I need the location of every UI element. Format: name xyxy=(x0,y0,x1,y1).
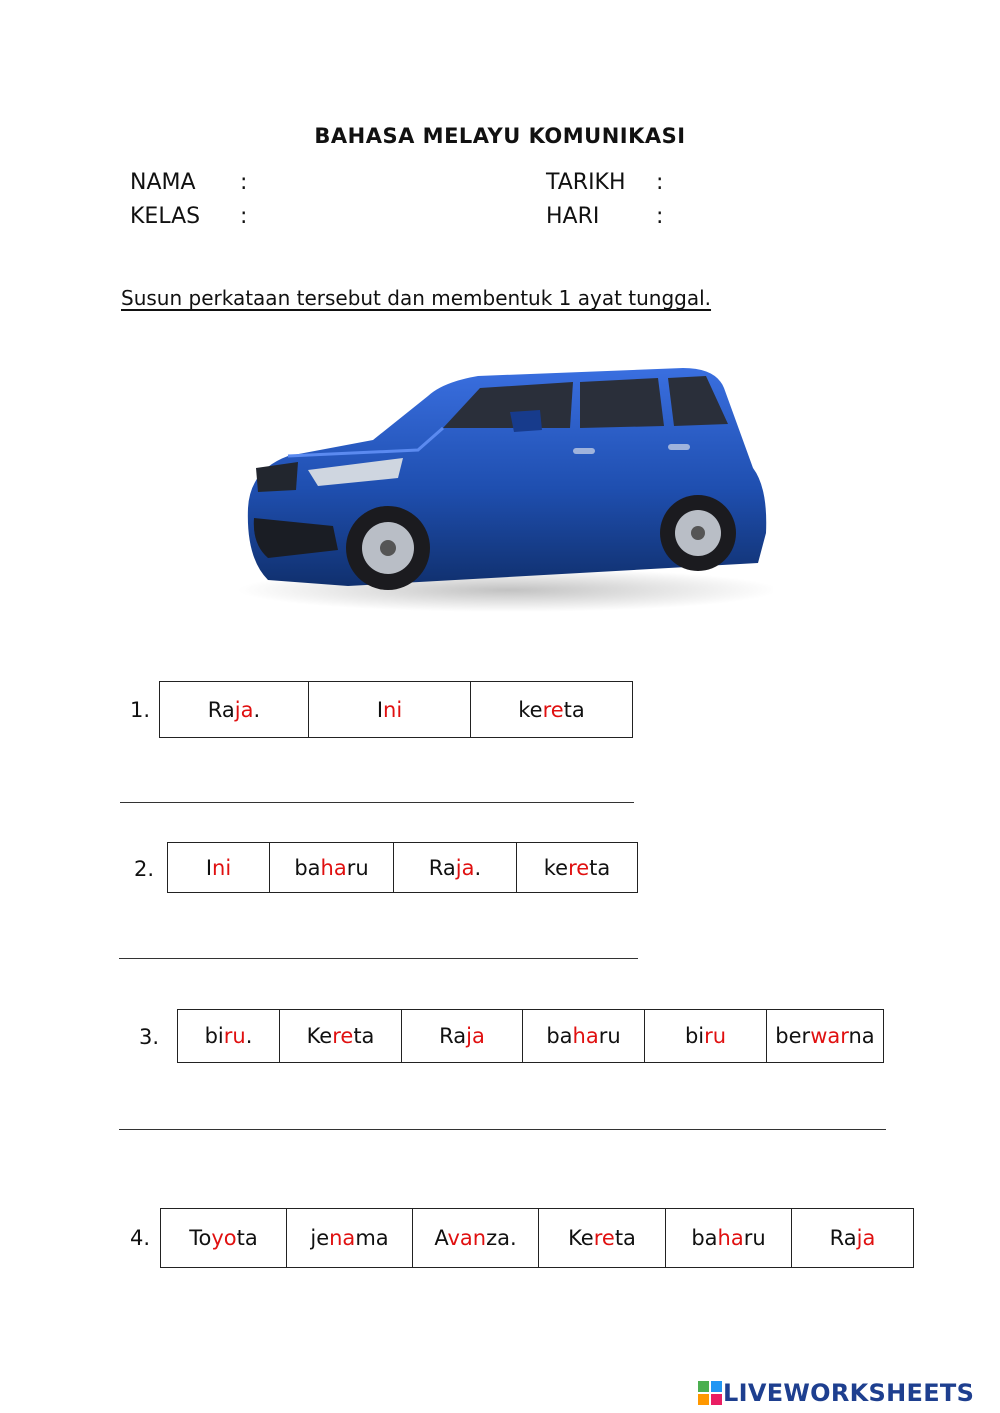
word-tile[interactable]: Raja. xyxy=(160,682,309,738)
word-tile[interactable]: Ini xyxy=(309,682,471,738)
answer-line-3[interactable] xyxy=(119,1129,886,1130)
word-tile[interactable]: Kereta xyxy=(539,1209,666,1268)
question-2-words xyxy=(167,842,638,893)
kelas-colon: : xyxy=(240,204,248,229)
question-4-words xyxy=(160,1208,914,1268)
tarikh-colon: : xyxy=(656,170,664,195)
tarikh-label: TARIKH xyxy=(546,170,626,195)
word-tile[interactable]: Raja xyxy=(792,1209,914,1268)
answer-line-1[interactable] xyxy=(120,802,634,803)
hari-label: HARI xyxy=(546,204,600,229)
question-number: 3. xyxy=(139,1025,160,1049)
logo-text: LIVEWORKSHEETS xyxy=(723,1379,975,1407)
question-number: 2. xyxy=(134,857,155,881)
word-tile[interactable]: Avanza. xyxy=(413,1209,539,1268)
word-tile[interactable]: biru. xyxy=(178,1010,280,1063)
kelas-label: KELAS xyxy=(130,204,201,229)
nama-label: NAMA xyxy=(130,170,196,195)
logo-blocks-icon xyxy=(697,1380,723,1406)
answer-line-2[interactable] xyxy=(119,958,638,959)
word-tile[interactable]: berwarna xyxy=(767,1010,884,1063)
word-tile[interactable]: Toyota xyxy=(161,1209,287,1268)
word-tile[interactable]: kereta xyxy=(471,682,633,738)
liveworksheets-logo xyxy=(697,1378,974,1408)
word-tile[interactable]: baharu xyxy=(666,1209,792,1268)
car-image xyxy=(228,358,773,618)
word-tile[interactable]: Ini xyxy=(168,843,270,893)
instruction-text: Susun perkataan tersebut dan membentuk 1 ayat tunggal. xyxy=(121,286,712,310)
word-tile[interactable]: jenama xyxy=(287,1209,413,1268)
word-tile[interactable]: baharu xyxy=(523,1010,645,1063)
question-1-words xyxy=(159,681,633,738)
word-tile[interactable]: kereta xyxy=(517,843,638,893)
word-tile[interactable]: Raja. xyxy=(394,843,517,893)
word-tile[interactable]: Kereta xyxy=(280,1010,402,1063)
nama-colon: : xyxy=(240,170,248,195)
worksheet-title: BAHASA MELAYU KOMUNIKASI xyxy=(314,124,686,148)
word-tile[interactable]: baharu xyxy=(270,843,394,893)
question-number: 1. xyxy=(130,698,151,722)
word-tile[interactable]: Raja xyxy=(402,1010,523,1063)
question-number: 4. xyxy=(130,1226,151,1250)
question-3-words xyxy=(177,1009,884,1063)
word-tile[interactable]: biru xyxy=(645,1010,767,1063)
hari-colon: : xyxy=(656,204,664,229)
